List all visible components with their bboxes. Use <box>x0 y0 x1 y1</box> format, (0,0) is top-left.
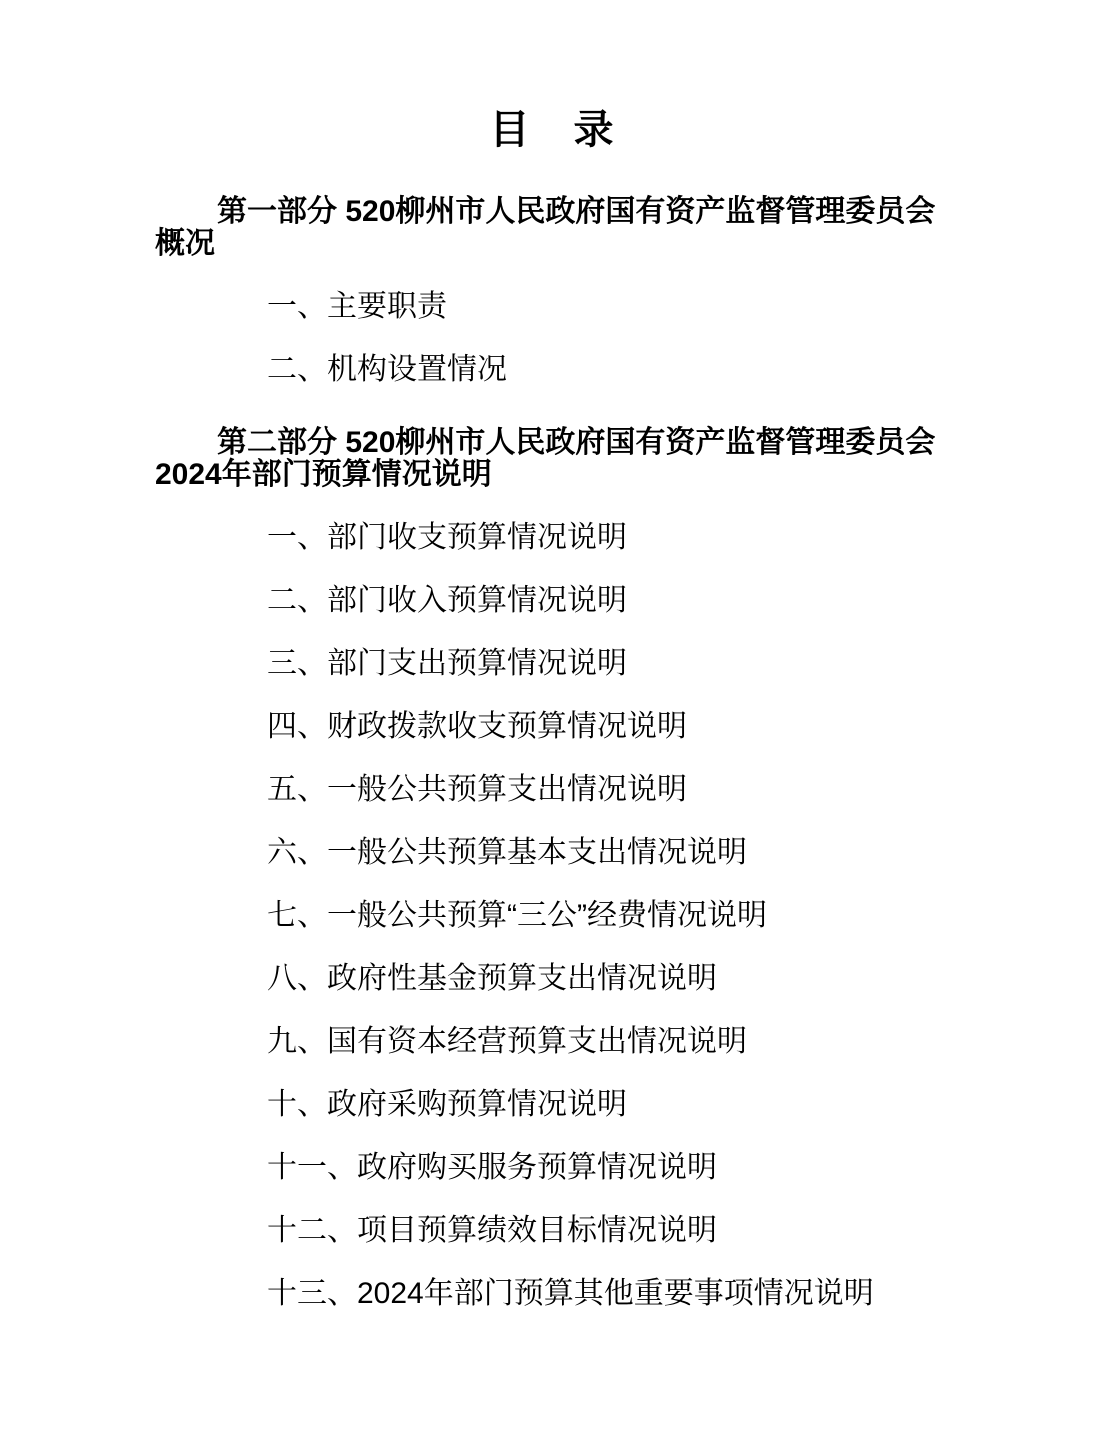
toc-item-part1-1: 一、主要职责 <box>267 290 447 323</box>
toc-item-part2-12: 十二、项目预算绩效目标情况说明 <box>267 1214 717 1247</box>
part-1-heading-line-1: 第一部分 520柳州市人民政府国有资产监督管理委员会 <box>217 195 936 228</box>
toc-part-1 <box>155 196 950 386</box>
toc-item-part2-8: 八、政府性基金预算支出情况说明 <box>267 962 717 995</box>
toc-item-part2-5: 五、一般公共预算支出情况说明 <box>267 773 687 806</box>
toc-item-part2-9: 九、国有资本经营预算支出情况说明 <box>267 1025 747 1058</box>
toc-item-part2-13: 十三、2024年部门预算其他重要事项情况说明 <box>267 1277 874 1310</box>
toc-part-2 <box>155 427 950 1310</box>
toc-item-part1-2: 二、机构设置情况 <box>267 353 507 386</box>
part-2-heading <box>155 427 950 491</box>
part-2-heading-line-2: 2024年部门预算情况说明 <box>155 458 492 491</box>
toc-item-part2-11: 十一、政府购买服务预算情况说明 <box>267 1151 717 1184</box>
part-2-heading-line-1: 第二部分 520柳州市人民政府国有资产监督管理委员会 <box>217 426 936 459</box>
toc-item-part2-10: 十、政府采购预算情况说明 <box>267 1088 627 1121</box>
part-1-heading <box>155 196 950 260</box>
toc-item-part2-2: 二、部门收入预算情况说明 <box>267 584 627 617</box>
toc-item-part2-3: 三、部门支出预算情况说明 <box>267 647 627 680</box>
toc-item-part2-7: 七、一般公共预算“三公”经费情况说明 <box>267 899 767 932</box>
page-title: 目 录 <box>489 108 616 152</box>
toc-item-part2-4: 四、财政拨款收支预算情况说明 <box>267 710 687 743</box>
toc-item-part2-6: 六、一般公共预算基本支出情况说明 <box>267 836 747 869</box>
toc-item-part2-1: 一、部门收支预算情况说明 <box>267 521 627 554</box>
part-1-heading-line-2: 概况 <box>155 227 215 260</box>
